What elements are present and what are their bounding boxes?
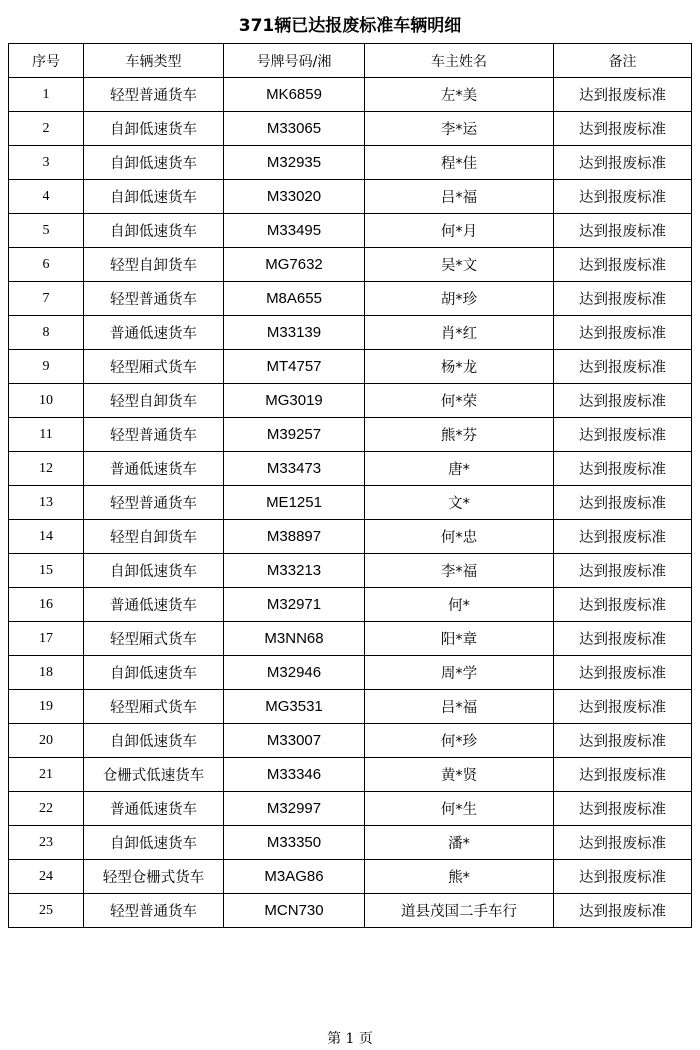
cell-owner-name: 胡*珍 xyxy=(365,282,554,316)
table-row xyxy=(9,112,692,146)
table-row xyxy=(9,486,692,520)
cell-remark: 达到报废标准 xyxy=(554,282,692,316)
cell-remark: 达到报废标准 xyxy=(554,350,692,384)
cell-vehicle-type: 普通低速货车 xyxy=(84,588,224,622)
cell-remark: 达到报废标准 xyxy=(554,316,692,350)
vehicle-table xyxy=(8,43,692,928)
cell-plate-number: M33495 xyxy=(224,214,365,248)
cell-plate-number: MG3019 xyxy=(224,384,365,418)
cell-remark: 达到报废标准 xyxy=(554,758,692,792)
table-row xyxy=(9,860,692,894)
cell-remark: 达到报废标准 xyxy=(554,894,692,928)
cell-no: 9 xyxy=(9,350,84,384)
cell-plate-number: M33020 xyxy=(224,180,365,214)
cell-owner-name: 何*生 xyxy=(365,792,554,826)
cell-no: 10 xyxy=(9,384,84,418)
cell-remark: 达到报废标准 xyxy=(554,180,692,214)
cell-vehicle-type: 普通低速货车 xyxy=(84,452,224,486)
cell-no: 18 xyxy=(9,656,84,690)
cell-vehicle-type: 轻型普通货车 xyxy=(84,418,224,452)
cell-remark: 达到报废标准 xyxy=(554,486,692,520)
cell-owner-name: 杨*龙 xyxy=(365,350,554,384)
cell-plate-number: M33213 xyxy=(224,554,365,588)
cell-vehicle-type: 自卸低速货车 xyxy=(84,146,224,180)
cell-plate-number: M33007 xyxy=(224,724,365,758)
cell-vehicle-type: 自卸低速货车 xyxy=(84,554,224,588)
cell-vehicle-type: 轻型自卸货车 xyxy=(84,248,224,282)
cell-plate-number: MG7632 xyxy=(224,248,365,282)
cell-plate-number: M32997 xyxy=(224,792,365,826)
cell-no: 6 xyxy=(9,248,84,282)
cell-owner-name: 何* xyxy=(365,588,554,622)
table-row xyxy=(9,690,692,724)
table-row xyxy=(9,350,692,384)
cell-plate-number: M33350 xyxy=(224,826,365,860)
table-row xyxy=(9,384,692,418)
header-plate-number: 号牌号码/湘 xyxy=(224,44,365,78)
cell-no: 5 xyxy=(9,214,84,248)
cell-vehicle-type: 轻型仓栅式货车 xyxy=(84,860,224,894)
table-row xyxy=(9,894,692,928)
cell-vehicle-type: 轻型普通货车 xyxy=(84,78,224,112)
cell-owner-name: 程*佳 xyxy=(365,146,554,180)
cell-plate-number: M39257 xyxy=(224,418,365,452)
cell-plate-number: M33065 xyxy=(224,112,365,146)
cell-remark: 达到报废标准 xyxy=(554,214,692,248)
cell-plate-number: M33346 xyxy=(224,758,365,792)
table-row xyxy=(9,248,692,282)
cell-no: 17 xyxy=(9,622,84,656)
cell-no: 21 xyxy=(9,758,84,792)
cell-remark: 达到报废标准 xyxy=(554,384,692,418)
cell-no: 19 xyxy=(9,690,84,724)
cell-owner-name: 吕*福 xyxy=(365,690,554,724)
cell-owner-name: 熊* xyxy=(365,860,554,894)
cell-vehicle-type: 轻型普通货车 xyxy=(84,282,224,316)
cell-no: 23 xyxy=(9,826,84,860)
table-row xyxy=(9,180,692,214)
cell-owner-name: 黄*贤 xyxy=(365,758,554,792)
cell-plate-number: M3NN68 xyxy=(224,622,365,656)
cell-remark: 达到报废标准 xyxy=(554,418,692,452)
cell-vehicle-type: 自卸低速货车 xyxy=(84,656,224,690)
cell-no: 1 xyxy=(9,78,84,112)
cell-owner-name: 肖*红 xyxy=(365,316,554,350)
cell-owner-name: 吴*文 xyxy=(365,248,554,282)
cell-no: 22 xyxy=(9,792,84,826)
cell-plate-number: ME1251 xyxy=(224,486,365,520)
cell-vehicle-type: 轻型自卸货车 xyxy=(84,520,224,554)
cell-vehicle-type: 自卸低速货车 xyxy=(84,826,224,860)
cell-owner-name: 何*月 xyxy=(365,214,554,248)
header-vehicle-type: 车辆类型 xyxy=(84,44,224,78)
cell-no: 4 xyxy=(9,180,84,214)
cell-vehicle-type: 轻型厢式货车 xyxy=(84,690,224,724)
table-row xyxy=(9,554,692,588)
cell-plate-number: MT4757 xyxy=(224,350,365,384)
cell-remark: 达到报废标准 xyxy=(554,554,692,588)
cell-no: 20 xyxy=(9,724,84,758)
cell-owner-name: 何*忠 xyxy=(365,520,554,554)
cell-owner-name: 阳*章 xyxy=(365,622,554,656)
cell-no: 25 xyxy=(9,894,84,928)
cell-remark: 达到报废标准 xyxy=(554,248,692,282)
table-row xyxy=(9,78,692,112)
cell-remark: 达到报废标准 xyxy=(554,146,692,180)
table-row xyxy=(9,452,692,486)
cell-remark: 达到报废标准 xyxy=(554,724,692,758)
header-remark: 备注 xyxy=(554,44,692,78)
cell-owner-name: 周*学 xyxy=(365,656,554,690)
cell-vehicle-type: 自卸低速货车 xyxy=(84,724,224,758)
cell-owner-name: 文* xyxy=(365,486,554,520)
cell-remark: 达到报废标准 xyxy=(554,452,692,486)
cell-owner-name: 何*珍 xyxy=(365,724,554,758)
table-row xyxy=(9,520,692,554)
cell-no: 11 xyxy=(9,418,84,452)
table-row xyxy=(9,656,692,690)
cell-remark: 达到报废标准 xyxy=(554,826,692,860)
cell-vehicle-type: 仓栅式低速货车 xyxy=(84,758,224,792)
table-row xyxy=(9,724,692,758)
cell-vehicle-type: 轻型普通货车 xyxy=(84,486,224,520)
cell-vehicle-type: 自卸低速货车 xyxy=(84,112,224,146)
cell-vehicle-type: 普通低速货车 xyxy=(84,316,224,350)
cell-remark: 达到报废标准 xyxy=(554,78,692,112)
cell-plate-number: MK6859 xyxy=(224,78,365,112)
cell-remark: 达到报废标准 xyxy=(554,656,692,690)
table-row xyxy=(9,792,692,826)
cell-vehicle-type: 自卸低速货车 xyxy=(84,214,224,248)
table-row xyxy=(9,316,692,350)
table-body xyxy=(9,78,692,928)
cell-plate-number: MCN730 xyxy=(224,894,365,928)
table-row xyxy=(9,622,692,656)
cell-remark: 达到报废标准 xyxy=(554,690,692,724)
cell-plate-number: M32935 xyxy=(224,146,365,180)
cell-no: 2 xyxy=(9,112,84,146)
header-no: 序号 xyxy=(9,44,84,78)
cell-owner-name: 唐* xyxy=(365,452,554,486)
page-title: 371辆已达报废标准车辆明细 xyxy=(238,16,462,36)
cell-no: 13 xyxy=(9,486,84,520)
table-header-row xyxy=(9,44,692,78)
cell-remark: 达到报废标准 xyxy=(554,860,692,894)
cell-owner-name: 吕*福 xyxy=(365,180,554,214)
table-row xyxy=(9,282,692,316)
cell-owner-name: 熊*芬 xyxy=(365,418,554,452)
cell-vehicle-type: 普通低速货车 xyxy=(84,792,224,826)
cell-plate-number: M38897 xyxy=(224,520,365,554)
table-row xyxy=(9,418,692,452)
cell-no: 24 xyxy=(9,860,84,894)
cell-owner-name: 李*运 xyxy=(365,112,554,146)
table-row xyxy=(9,146,692,180)
cell-no: 15 xyxy=(9,554,84,588)
cell-no: 16 xyxy=(9,588,84,622)
cell-plate-number: MG3531 xyxy=(224,690,365,724)
cell-plate-number: M33473 xyxy=(224,452,365,486)
cell-no: 14 xyxy=(9,520,84,554)
cell-vehicle-type: 轻型普通货车 xyxy=(84,894,224,928)
cell-plate-number: M3AG86 xyxy=(224,860,365,894)
cell-no: 8 xyxy=(9,316,84,350)
cell-no: 12 xyxy=(9,452,84,486)
cell-owner-name: 左*美 xyxy=(365,78,554,112)
cell-remark: 达到报废标准 xyxy=(554,622,692,656)
table-row xyxy=(9,214,692,248)
cell-owner-name: 道县茂国二手车行 xyxy=(365,894,554,928)
cell-no: 7 xyxy=(9,282,84,316)
page-number: 第 1 页 xyxy=(327,1031,373,1047)
cell-plate-number: M32946 xyxy=(224,656,365,690)
cell-owner-name: 潘* xyxy=(365,826,554,860)
cell-remark: 达到报废标准 xyxy=(554,520,692,554)
cell-vehicle-type: 轻型厢式货车 xyxy=(84,622,224,656)
cell-vehicle-type: 轻型厢式货车 xyxy=(84,350,224,384)
cell-plate-number: M8A655 xyxy=(224,282,365,316)
cell-vehicle-type: 轻型自卸货车 xyxy=(84,384,224,418)
cell-plate-number: M33139 xyxy=(224,316,365,350)
cell-vehicle-type: 自卸低速货车 xyxy=(84,180,224,214)
header-owner-name: 车主姓名 xyxy=(365,44,554,78)
cell-owner-name: 李*福 xyxy=(365,554,554,588)
cell-plate-number: M32971 xyxy=(224,588,365,622)
cell-no: 3 xyxy=(9,146,84,180)
cell-remark: 达到报废标准 xyxy=(554,588,692,622)
cell-remark: 达到报废标准 xyxy=(554,792,692,826)
table-row xyxy=(9,758,692,792)
table-row xyxy=(9,588,692,622)
cell-owner-name: 何*荣 xyxy=(365,384,554,418)
table-row xyxy=(9,826,692,860)
cell-remark: 达到报废标准 xyxy=(554,112,692,146)
